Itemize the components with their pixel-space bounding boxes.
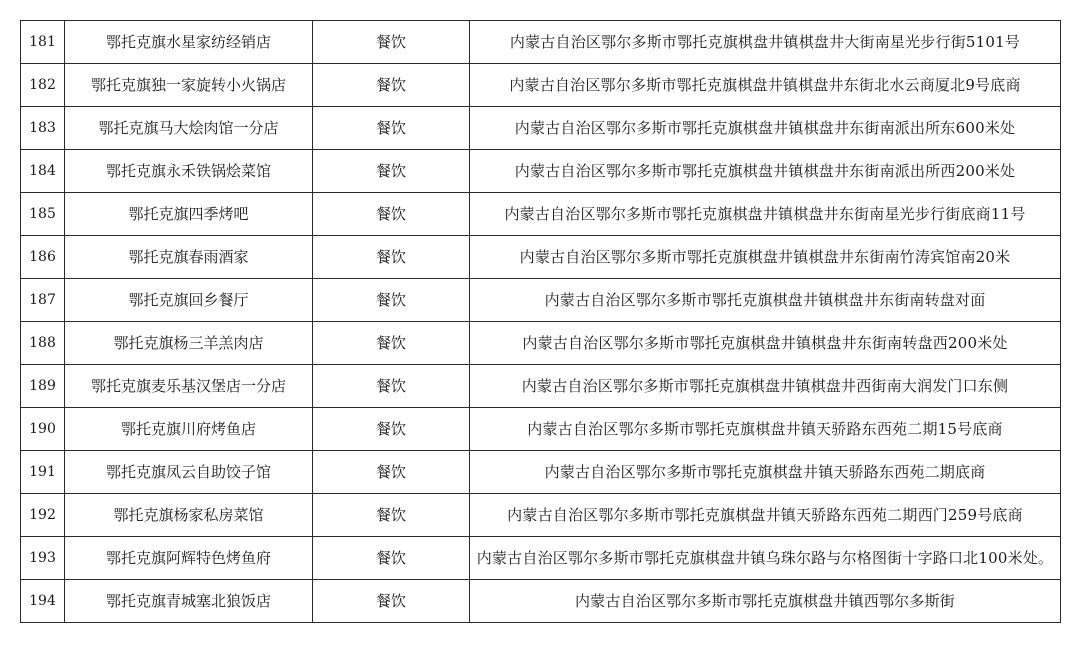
- row-number: 188: [21, 322, 65, 365]
- row-number: 193: [21, 537, 65, 580]
- business-category: 餐饮: [313, 21, 470, 64]
- table-row: [21, 408, 1061, 451]
- business-address: 内蒙古自治区鄂尔多斯市鄂托克旗棋盘井镇天骄路东西苑二期底商: [470, 451, 1061, 494]
- business-name: 鄂托克旗春雨酒家: [65, 236, 313, 279]
- business-name: 鄂托克旗杨家私房菜馆: [65, 494, 313, 537]
- table-row: [21, 64, 1061, 107]
- row-number: 191: [21, 451, 65, 494]
- row-number: 192: [21, 494, 65, 537]
- business-name: 鄂托克旗水星家纺经销店: [65, 21, 313, 64]
- row-number: 185: [21, 193, 65, 236]
- business-address: 内蒙古自治区鄂尔多斯市鄂托克旗棋盘井镇棋盘井东街南星光步行街底商11号: [470, 193, 1061, 236]
- business-category: 餐饮: [313, 322, 470, 365]
- table-row: [21, 580, 1061, 623]
- table-row: [21, 322, 1061, 365]
- business-address: 内蒙古自治区鄂尔多斯市鄂托克旗棋盘井镇棋盘井东街北水云商厦北9号底商: [470, 64, 1061, 107]
- business-category: 餐饮: [313, 408, 470, 451]
- business-address: 内蒙古自治区鄂尔多斯市鄂托克旗棋盘井镇棋盘井东街南派出所东600米处: [470, 107, 1061, 150]
- business-address: 内蒙古自治区鄂尔多斯市鄂托克旗棋盘井镇棋盘井东街南竹涛宾馆南20米: [470, 236, 1061, 279]
- business-category: 餐饮: [313, 365, 470, 408]
- business-name: 鄂托克旗独一家旋转小火锅店: [65, 64, 313, 107]
- business-name: 鄂托克旗阿辉特色烤鱼府: [65, 537, 313, 580]
- table-row: [21, 193, 1061, 236]
- business-category: 餐饮: [313, 107, 470, 150]
- business-address: 内蒙古自治区鄂尔多斯市鄂托克旗棋盘井镇天骄路东西苑二期15号底商: [470, 408, 1061, 451]
- business-address: 内蒙古自治区鄂尔多斯市鄂托克旗棋盘井镇棋盘井东街南转盘对面: [470, 279, 1061, 322]
- business-listing-sheet: [20, 20, 1060, 623]
- business-category: 餐饮: [313, 451, 470, 494]
- business-name: 鄂托克旗永禾铁锅烩菜馆: [65, 150, 313, 193]
- table-row: [21, 279, 1061, 322]
- business-address: 内蒙古自治区鄂尔多斯市鄂托克旗棋盘井镇西鄂尔多斯街: [470, 580, 1061, 623]
- business-name: 鄂托克旗杨三羊羔肉店: [65, 322, 313, 365]
- business-name: 鄂托克旗回乡餐厅: [65, 279, 313, 322]
- row-number: 190: [21, 408, 65, 451]
- table-row: [21, 107, 1061, 150]
- business-category: 餐饮: [313, 279, 470, 322]
- row-number: 187: [21, 279, 65, 322]
- business-address: 内蒙古自治区鄂尔多斯市鄂托克旗棋盘井镇棋盘井大街南星光步行街5101号: [470, 21, 1061, 64]
- business-address: 内蒙古自治区鄂尔多斯市鄂托克旗棋盘井镇乌珠尔路与尔格图街十字路口北100米处。: [470, 537, 1061, 580]
- business-category: 餐饮: [313, 150, 470, 193]
- table-row: [21, 537, 1061, 580]
- business-address: 内蒙古自治区鄂尔多斯市鄂托克旗棋盘井镇棋盘井东街南派出所西200米处: [470, 150, 1061, 193]
- table-row: [21, 21, 1061, 64]
- row-number: 189: [21, 365, 65, 408]
- row-number: 186: [21, 236, 65, 279]
- row-number: 194: [21, 580, 65, 623]
- business-name: 鄂托克旗四季烤吧: [65, 193, 313, 236]
- business-category: 餐饮: [313, 580, 470, 623]
- business-name: 鄂托克旗青城塞北狼饭店: [65, 580, 313, 623]
- business-address: 内蒙古自治区鄂尔多斯市鄂托克旗棋盘井镇天骄路东西苑二期西门259号底商: [470, 494, 1061, 537]
- listing-table-body: [21, 21, 1061, 623]
- business-category: 餐饮: [313, 537, 470, 580]
- business-name: 鄂托克旗川府烤鱼店: [65, 408, 313, 451]
- table-row: [21, 236, 1061, 279]
- row-number: 184: [21, 150, 65, 193]
- table-row: [21, 365, 1061, 408]
- business-name: 鄂托克旗马大烩肉馆一分店: [65, 107, 313, 150]
- business-address: 内蒙古自治区鄂尔多斯市鄂托克旗棋盘井镇棋盘井东街南转盘西200米处: [470, 322, 1061, 365]
- business-category: 餐饮: [313, 494, 470, 537]
- business-category: 餐饮: [313, 64, 470, 107]
- row-number: 181: [21, 21, 65, 64]
- row-number: 182: [21, 64, 65, 107]
- business-name: 鄂托克旗凤云自助饺子馆: [65, 451, 313, 494]
- row-number: 183: [21, 107, 65, 150]
- table-row: [21, 494, 1061, 537]
- business-listing-table: [20, 20, 1061, 623]
- business-address: 内蒙古自治区鄂尔多斯市鄂托克旗棋盘井镇棋盘井西街南大润发门口东侧: [470, 365, 1061, 408]
- business-name: 鄂托克旗麦乐基汉堡店一分店: [65, 365, 313, 408]
- table-row: [21, 150, 1061, 193]
- business-category: 餐饮: [313, 236, 470, 279]
- business-category: 餐饮: [313, 193, 470, 236]
- table-row: [21, 451, 1061, 494]
